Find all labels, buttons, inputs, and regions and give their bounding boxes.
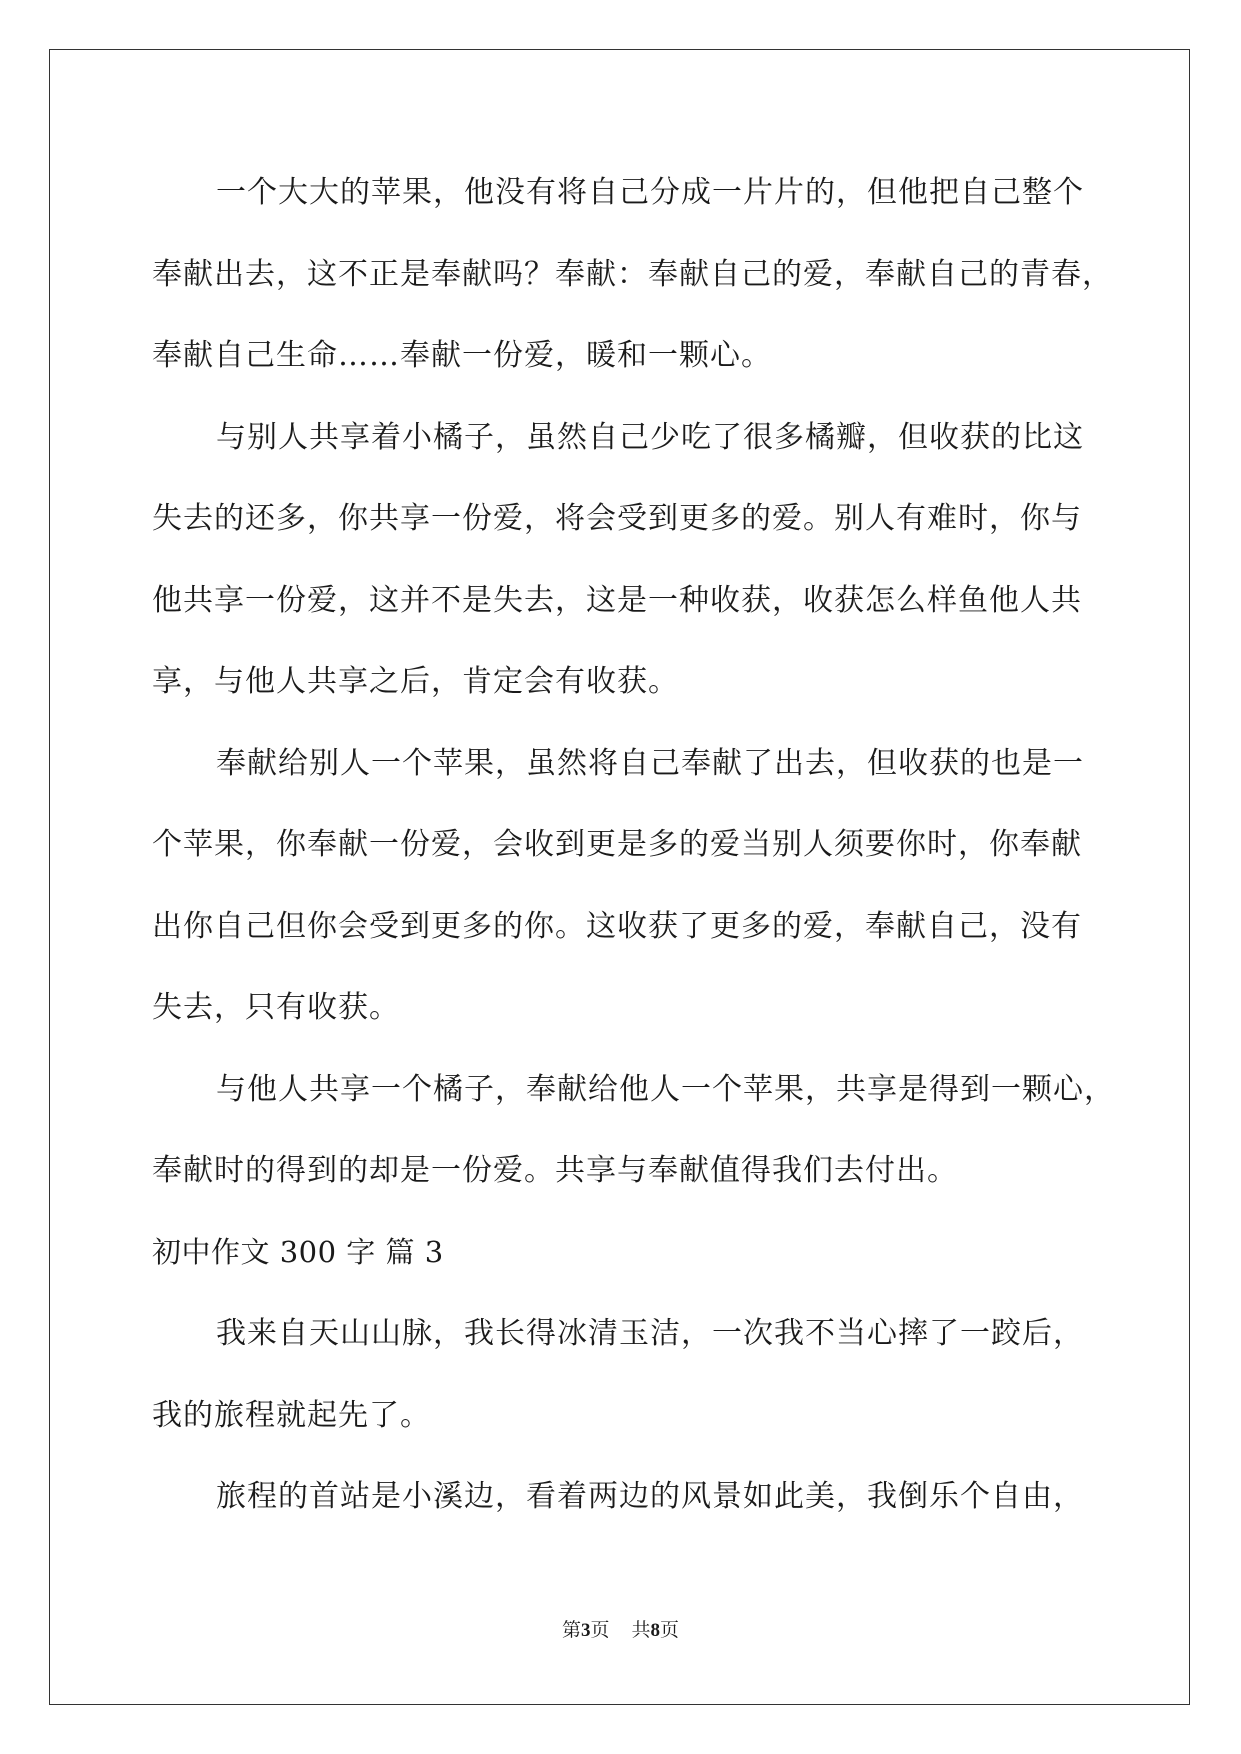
footer-total-unit: 页 (660, 1619, 680, 1641)
footer-prefix: 第 (561, 1619, 581, 1641)
paragraph-line: 奉献出去，这不正是奉献吗？奉献：奉献自己的爱，奉献自己的青春， (152, 256, 1113, 292)
paragraph-line: 失去的还多，你共享一份爱，将会受到更多的爱。别人有难时，你与 (152, 501, 1082, 536)
paragraph-line: 我的旅程就起先了。 (152, 1397, 431, 1433)
paragraph-line: 他共享一份爱，这并不是失去，这是一种收获，收获怎么样鱼他人共 (152, 582, 1082, 618)
paragraph-line: 奉献给别人一个苹果，虽然将自己奉献了出去，但收获的也是一 (216, 745, 1084, 781)
document-body (152, 152, 1115, 1538)
paragraph-line: 一个大大的苹果，他没有将自己分成一片片的，但他把自己整个 (216, 175, 1084, 210)
section-heading: 初中作文 300 字 篇 3 (152, 1234, 444, 1269)
current-page-number: 3 (580, 1620, 591, 1641)
paragraph-line: 失去，只有收获。 (152, 990, 400, 1025)
footer-total-prefix: 共 (631, 1619, 651, 1641)
footer-page-unit: 页 (590, 1619, 610, 1641)
paragraph-line: 个苹果，你奉献一份爱，会收到更是多的爱当别人须要你时，你奉献 (152, 827, 1082, 862)
paragraph-line: 奉献时的得到的却是一份爱。共享与奉献值得我们去付出。 (152, 1153, 958, 1188)
paragraph-line: 享，与他人共享之后，肯定会有收获。 (152, 664, 679, 699)
paragraph-line: 与别人共享着小橘子，虽然自己少吃了很多橘瓣，但收获的比这 (216, 419, 1084, 455)
total-page-number: 8 (650, 1620, 661, 1641)
paragraph-line: 我来自天山山脉，我长得冰清玉洁，一次我不当心摔了一跤后， (216, 1316, 1084, 1351)
paragraph-line: 奉献自己生命……奉献一份爱，暖和一颗心。 (152, 338, 772, 373)
paragraph-line: 与他人共享一个橘子，奉献给他人一个苹果，共享是得到一颗心， (216, 1071, 1115, 1107)
paragraph-line: 旅程的首站是小溪边，看着两边的风景如此美，我倒乐个自由， (216, 1479, 1084, 1514)
page-footer (0, 1615, 1241, 1642)
paragraph-line: 出你自己但你会受到更多的你。这收获了更多的爱，奉献自己，没有 (152, 908, 1082, 944)
